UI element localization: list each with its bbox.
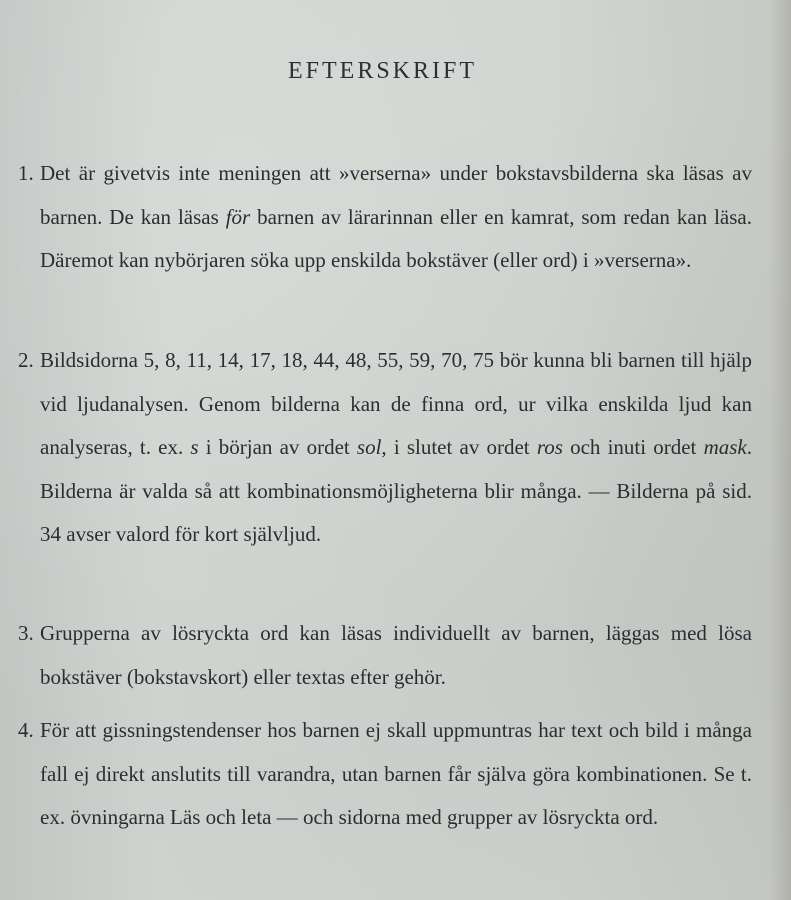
item-number: 4. [18, 718, 34, 742]
text-run: , i slutet av ordet [381, 435, 537, 459]
text-run: För att gissningstendenser hos barnen ej skall uppmuntras har text och bild i många fall ej direkt anslutits till varandra, utan barnen får själva göra kombinationen. Se t. ex. övningarna Läs och leta — och sidorna med grupper av lösryckta ord. [40, 718, 752, 829]
italic-text-run: s [190, 435, 199, 459]
item-number: 2. [18, 348, 34, 372]
italic-text-run: mask [703, 435, 747, 459]
afterword-item-1 [18, 152, 752, 283]
item-text [40, 339, 752, 557]
text-run: Bildsidorna 5, 8, 11, 14, 17, 18, 44, 48, 55, 59, 70, 75 bör kunna bli barnen till hjälp vid ljudanalysen. Genom bilderna kan de finna ord, ur vilka enskilda ljud kan analyseras, t. ex. [40, 348, 752, 459]
item-text [40, 612, 752, 699]
text-run: barnen av lärarinnan eller en kamrat, som redan kan läsa. Däremot kan nybörjaren söka upp enskilda bokstäver (eller ord) i »verserna». [40, 204, 752, 272]
text-run: och inuti ordet [562, 435, 704, 459]
afterword-item-4 [18, 709, 752, 840]
text-run: . Bilderna är valda så att kombinationsmöjligheterna blir många. — Bilderna på sid. 34 avser valord för kort självljud. [40, 435, 752, 546]
afterword-item-3 [18, 612, 752, 699]
text-run: Grupperna av lösryckta ord kan läsas individuellt av barnen, läggas med lösa bokstäver (bokstavskort) eller textas efter gehör. [40, 621, 752, 689]
page-title: EFTERSKRIFT [287, 58, 478, 84]
italic-text-run: sol [356, 435, 382, 459]
item-text [40, 152, 752, 283]
italic-text-run: ros [536, 435, 563, 459]
page-edge-shadow [769, 0, 791, 900]
text-run: i början av ordet [198, 435, 357, 459]
item-text [40, 709, 752, 840]
item-number: 3. [18, 621, 34, 645]
italic-text-run: för [225, 204, 251, 229]
afterword-item-2 [18, 339, 752, 557]
item-number: 1. [18, 161, 34, 185]
text-run: Det är givetvis inte meningen att »verserna» under bokstavsbilderna ska läsas av barnen. De kan läsas [40, 161, 752, 229]
